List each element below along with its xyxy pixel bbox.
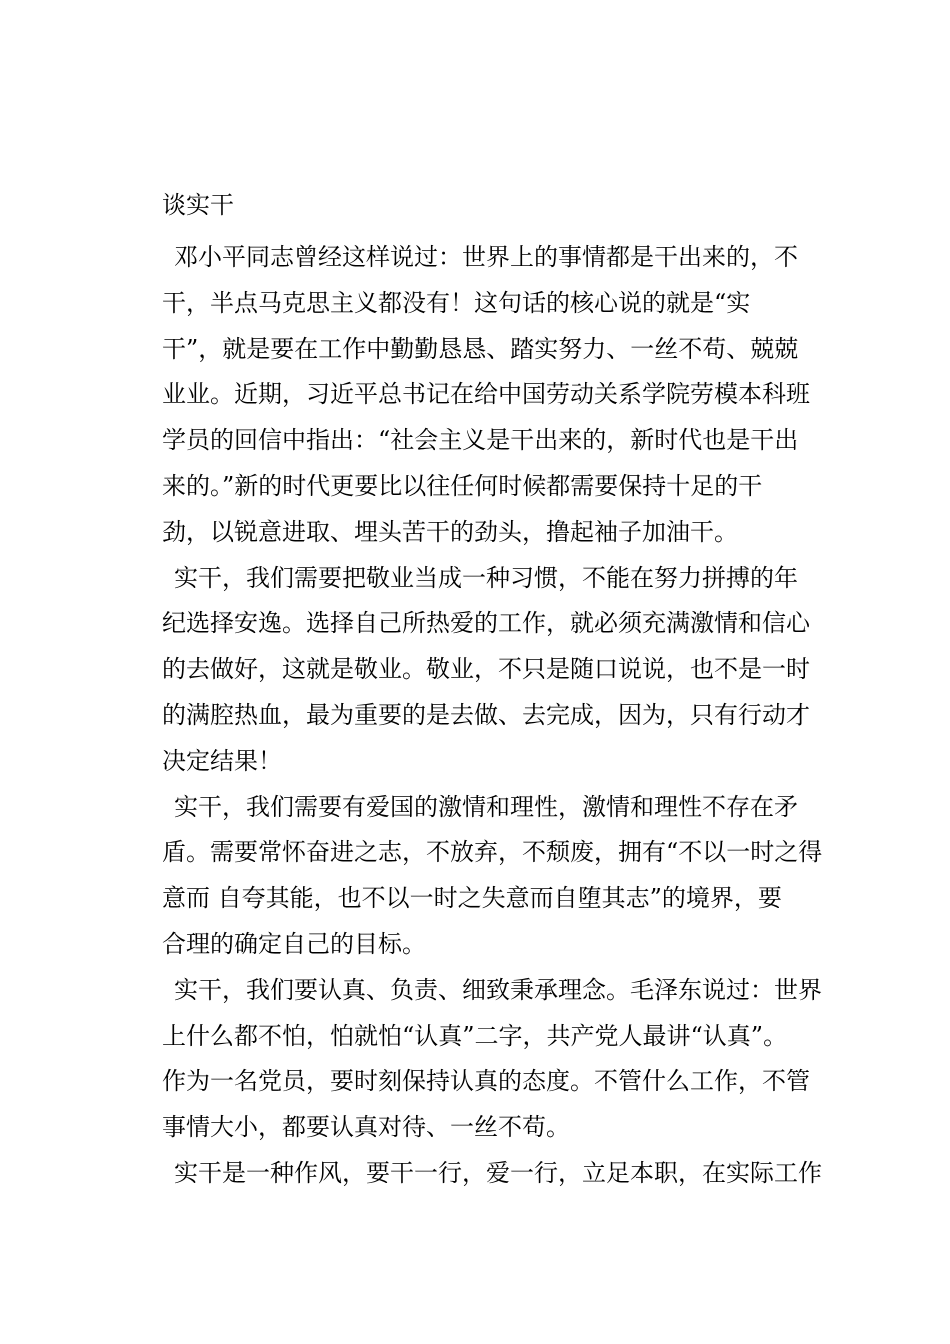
- body-line: 作为一名党员，要时刻保持认真的态度。不管什么工作，不管: [162, 1067, 810, 1096]
- body-line: 决定结果！: [162, 746, 282, 775]
- body-line: 干，半点马克思主义都没有！这句话的核心说的就是“实: [162, 288, 751, 317]
- body-line: 业业。近期，习近平总书记在给中国劳动关系学院劳模本科班: [162, 380, 810, 409]
- body-line: 的满腔热血，最为重要的是去做、去完成，因为，只有行动才: [162, 700, 810, 729]
- body-line: 实干，我们要认真、负责、细致秉承理念。毛泽东说过：世界: [174, 975, 822, 1004]
- body-line: 纪选择安逸。选择自己所热爱的工作，就必须充满激情和信心: [162, 609, 810, 638]
- body-line: 盾。需要常怀奋进之志，不放弃，不颓废，拥有“不以一时之得: [162, 838, 823, 867]
- document-body: [162, 235, 842, 1197]
- body-line: 事情大小，都要认真对待、一丝不苟。: [162, 1113, 570, 1142]
- body-line: 来的。”新的时代更要比以往任何时候都需要保持十足的干: [162, 471, 763, 500]
- document-title: 谈实干: [162, 191, 234, 219]
- body-line: 实干，我们需要把敬业当成一种习惯，不能在努力拼搏的年: [174, 563, 798, 592]
- body-line: 上什么都不怕，怕就怕“认真”二字，共产党人最讲“认真”。: [162, 1021, 788, 1050]
- body-line: 的去做好，这就是敬业。敬业，不只是随口说说，也不是一时: [162, 655, 810, 684]
- body-line: 合理的确定自己的目标。: [162, 929, 426, 958]
- body-line: 实干是一种作风，要干一行，爱一行，立足本职，在实际工作: [174, 1158, 822, 1187]
- body-line: 邓小平同志曾经这样说过：世界上的事情都是干出来的，不: [174, 243, 798, 271]
- body-line: 实干，我们需要有爱国的激情和理性，激情和理性不存在矛: [174, 792, 798, 821]
- body-line: 劲，以锐意进取、埋头苦干的劲头，撸起袖子加油干。: [162, 517, 738, 546]
- body-line: 意而 自夸其能，也不以一时之失意而自堕其志”的境界，要: [162, 884, 782, 913]
- body-line: 干”，就是要在工作中勤勤恳恳、踏实努力、一丝不苟、兢兢: [162, 334, 799, 363]
- body-line: 学员的回信中指出：“社会主义是干出来的，新时代也是干出: [162, 426, 799, 455]
